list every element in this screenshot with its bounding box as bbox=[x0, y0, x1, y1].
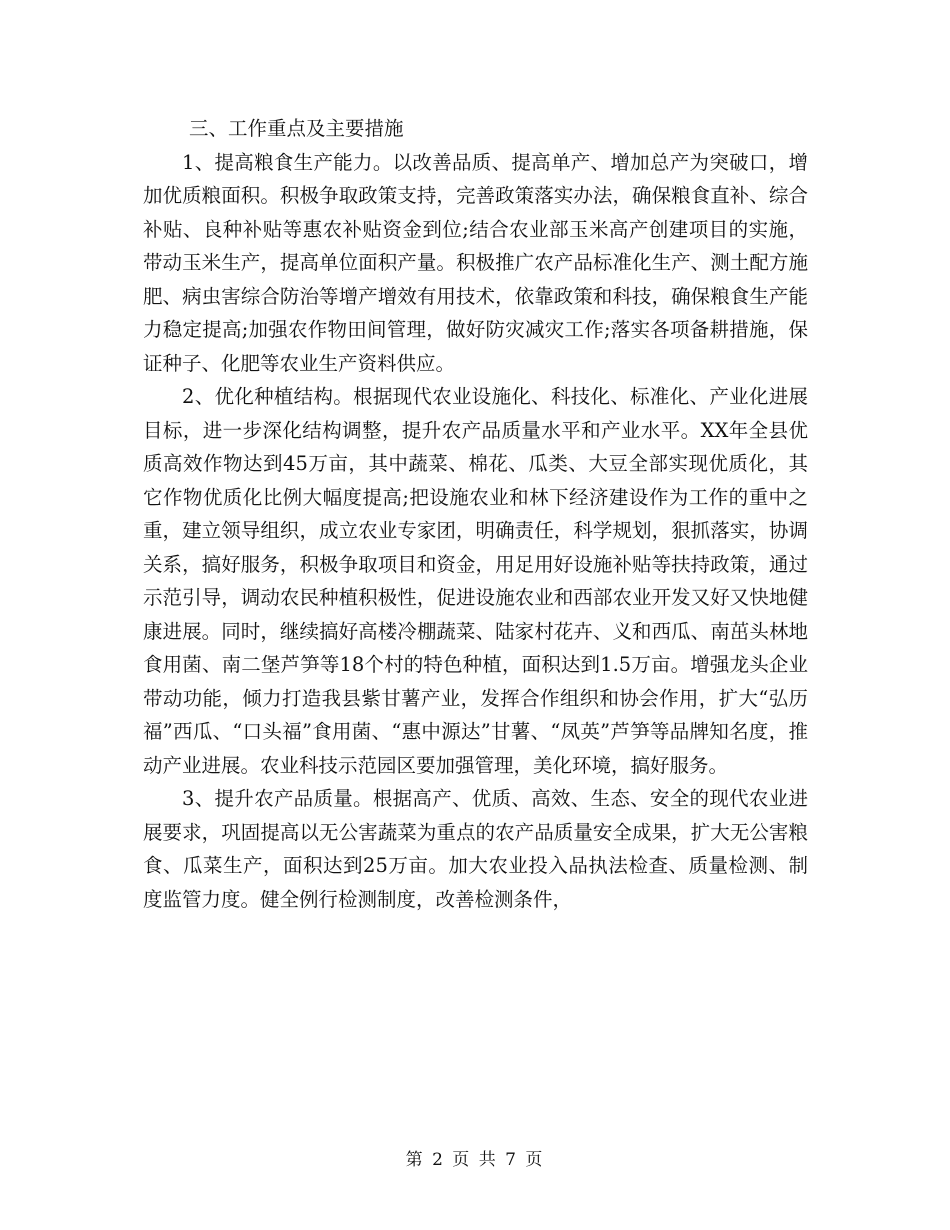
paragraph-grain-production: 1、提高粮食生产能力。以改善品质、提高单产、增加总产为突破口，增加优质粮面积。积极争取政策支持，完善政策落实办法，确保粮食直补、综合补贴、良种补贴等惠农补贴资金到位;结合农业部玉米高产创建项目的实施，带动玉米生产，提高单位面积产量。积极推广农产品标准化生产、测土配方施肥、病虫害综合防治等增产增效有用技术，依靠政策和科技，确保粮食生产能力稳定提高;加强农作物田间管理，做好防灾减灾工作;落实各项备耕措施，保证种子、化肥等农业生产资料供应。 bbox=[143, 150, 808, 375]
paragraph-product-quality: 3、提升农产品质量。根据高产、优质、高效、生态、安全的现代农业进展要求，巩固提高以无公害蔬菜为重点的农产品质量安全成果，扩大无公害粮食、瓜菜生产，面积达到25万亩。加大农业投入品执法检查、质量检测、制度监管力度。健全例行检测制度，改善检测条件， bbox=[143, 787, 808, 911]
section-heading: 三、工作重点及主要措施 bbox=[189, 117, 404, 140]
document-body bbox=[143, 112, 808, 916]
paragraph-planting-structure: 2、优化种植结构。根据现代农业设施化、科技化、标准化、产业化进展目标，进一步深化结构调整，提升农产品质量水平和产业水平。XX年全县优质高效作物达到45万亩，其中蔬菜、棉花、瓜类、大豆全部实现优质化，其它作物优质化比例大幅度提高;把设施农业和林下经济建设作为工作的重中之重，建立领导组织，成立农业专家团，明确责任，科学规划，狠抓落实，协调关系，搞好服务，积极争取项目和资金，用足用好设施补贴等扶持政策，通过示范引导，调动农民种植积极性，促进设施农业和西部农业开发又好又快地健康进展。同时，继续搞好高楼冷棚蔬菜、陆家村花卉、义和西瓜、南茁头林地食用菌、南二堡芦笋等18个村的特色种植，面积达到1.5万亩。增强龙头企业带动功能，倾力打造我县紫甘薯产业，发挥合作组织和协会作用，扩大“弘历福”西瓜、“口头福”食用菌、“惠中源达”甘薯、“凤英”芦笋等品牌知名度，推动产业进展。农业科技示范园区要加强管理，美化环境，搞好服务。 bbox=[143, 385, 808, 777]
page-number-footer: 第 2 页 共 7 页 bbox=[405, 1150, 545, 1170]
